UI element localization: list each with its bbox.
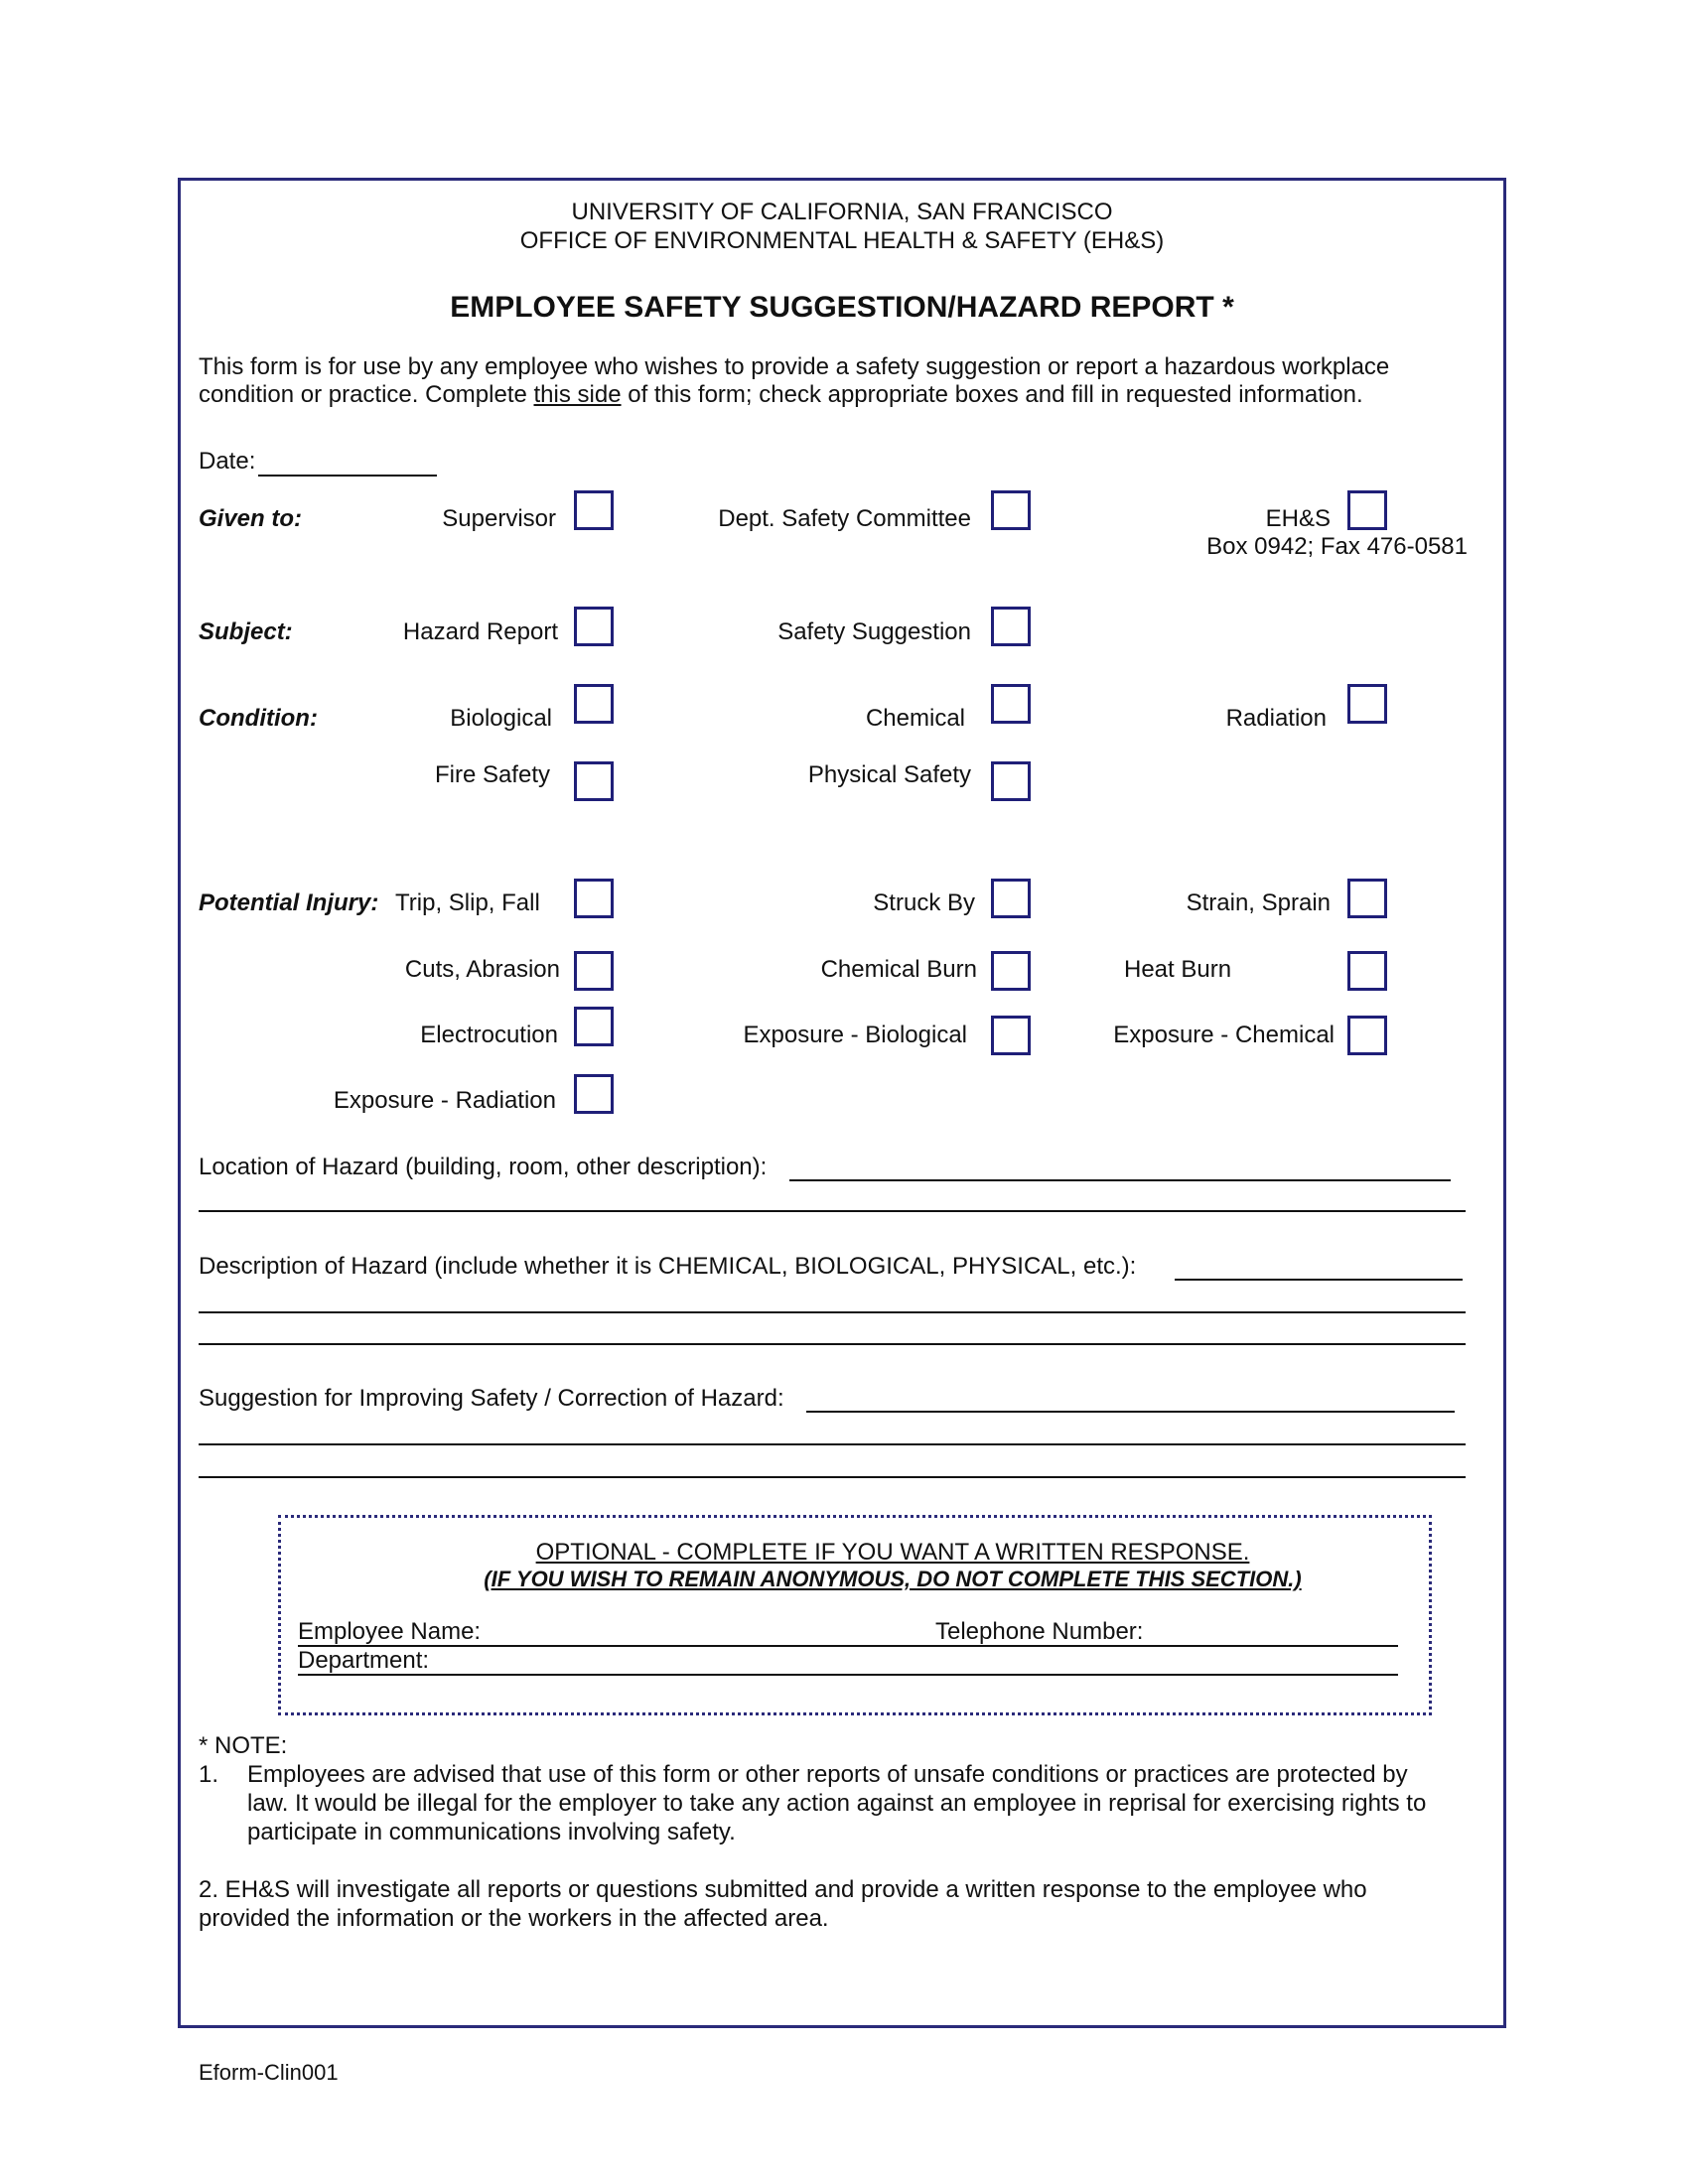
heat-burn-label: Heat Burn bbox=[1124, 956, 1232, 983]
form-id: Eform-Clin001 bbox=[199, 2060, 339, 2085]
exposure-biological-label: Exposure - Biological bbox=[743, 1022, 967, 1048]
given-to-label: Given to: bbox=[199, 505, 303, 532]
radiation-checkbox[interactable] bbox=[1347, 684, 1387, 724]
ehs-address: Box 0942; Fax 476-0581 bbox=[1206, 533, 1468, 560]
fire-safety-checkbox[interactable] bbox=[574, 761, 614, 801]
trip-checkbox[interactable] bbox=[574, 879, 614, 918]
exposure-radiation-label: Exposure - Radiation bbox=[333, 1087, 556, 1114]
strain-checkbox[interactable] bbox=[1347, 879, 1387, 918]
committee-checkbox[interactable] bbox=[991, 490, 1031, 530]
office-name: OFFICE OF ENVIRONMENTAL HEALTH & SAFETY (EH&S) bbox=[519, 227, 1165, 254]
note-1-line-2: law. It would be illegal for the employer to take any action against an employee in reprisal for exercising rights to bbox=[247, 1790, 1427, 1817]
department-field[interactable] bbox=[298, 1674, 1398, 1676]
chemical-checkbox[interactable] bbox=[991, 684, 1031, 724]
chemical-burn-checkbox[interactable] bbox=[991, 951, 1031, 991]
supervisor-checkbox[interactable] bbox=[574, 490, 614, 530]
suggestion-field-line-3[interactable] bbox=[199, 1476, 1466, 1478]
note-2-line-1: 2. EH&S will investigate all reports or questions submitted and provide a written response to the employee who bbox=[199, 1876, 1367, 1903]
committee-label: Dept. Safety Committee bbox=[718, 505, 971, 532]
suggestion-field-line-2[interactable] bbox=[199, 1443, 1466, 1445]
note-1-line-3: participate in communications involving safety. bbox=[247, 1819, 736, 1845]
institution-name: UNIVERSITY OF CALIFORNIA, SAN FRANCISCO bbox=[571, 199, 1113, 225]
supervisor-label: Supervisor bbox=[442, 505, 556, 532]
optional-subheading: (IF YOU WISH TO REMAIN ANONYMOUS, DO NOT COMPLETE THIS SECTION.) bbox=[484, 1567, 1302, 1591]
strain-label: Strain, Sprain bbox=[1186, 889, 1331, 916]
location-label: Location of Hazard (building, room, other description): bbox=[199, 1154, 768, 1180]
suggestion-field[interactable] bbox=[806, 1411, 1455, 1413]
employee-name-label: Employee Name: bbox=[298, 1618, 482, 1645]
struck-by-checkbox[interactable] bbox=[991, 879, 1031, 918]
ehs-checkbox[interactable] bbox=[1347, 490, 1387, 530]
location-field-line-2[interactable] bbox=[199, 1210, 1466, 1212]
location-field[interactable] bbox=[789, 1179, 1451, 1181]
chemical-label: Chemical bbox=[865, 705, 965, 732]
safety-suggestion-checkbox[interactable] bbox=[991, 607, 1031, 646]
note-1-number: 1. bbox=[199, 1761, 219, 1788]
note-2-line-2: provided the information or the workers in the affected area. bbox=[199, 1905, 829, 1932]
chemical-burn-label: Chemical Burn bbox=[820, 956, 977, 983]
optional-heading: OPTIONAL - COMPLETE IF YOU WANT A WRITTEN RESPONSE. bbox=[535, 1539, 1250, 1566]
suggestion-label: Suggestion for Improving Safety / Correction of Hazard: bbox=[199, 1385, 784, 1412]
potential-injury-label: Potential Injury: bbox=[199, 889, 379, 916]
note-heading: * NOTE: bbox=[199, 1732, 288, 1759]
radiation-label: Radiation bbox=[1225, 705, 1327, 732]
physical-safety-label: Physical Safety bbox=[807, 761, 971, 788]
telephone-label: Telephone Number: bbox=[935, 1618, 1144, 1645]
date-field[interactable] bbox=[258, 475, 437, 477]
cuts-label: Cuts, Abrasion bbox=[404, 956, 560, 983]
hazard-report-label: Hazard Report bbox=[402, 618, 558, 645]
hazard-report-checkbox[interactable] bbox=[574, 607, 614, 646]
biological-checkbox[interactable] bbox=[574, 684, 614, 724]
department-label: Department: bbox=[298, 1647, 430, 1674]
note-1-line-1: Employees are advised that use of this form or other reports of unsafe conditions or practices are protected by bbox=[247, 1761, 1408, 1788]
description-field-line-3[interactable] bbox=[199, 1343, 1466, 1345]
ehs-label: EH&S bbox=[1265, 505, 1331, 532]
electrocution-label: Electrocution bbox=[420, 1022, 558, 1048]
safety-suggestion-label: Safety Suggestion bbox=[777, 618, 971, 645]
description-field[interactable] bbox=[1175, 1279, 1463, 1281]
description-label: Description of Hazard (include whether it is CHEMICAL, BIOLOGICAL, PHYSICAL, etc.): bbox=[199, 1253, 1137, 1280]
electrocution-checkbox[interactable] bbox=[574, 1007, 614, 1046]
employee-name-field[interactable] bbox=[298, 1645, 1398, 1647]
date-label: Date: bbox=[199, 448, 256, 475]
exposure-chemical-label: Exposure - Chemical bbox=[1113, 1022, 1335, 1048]
exposure-radiation-checkbox[interactable] bbox=[574, 1074, 614, 1114]
trip-label: Trip, Slip, Fall bbox=[395, 889, 540, 916]
exposure-chemical-checkbox[interactable] bbox=[1347, 1016, 1387, 1055]
physical-safety-checkbox[interactable] bbox=[991, 761, 1031, 801]
intro-line-2: condition or practice. Complete this side of this form; check appropriate boxes and fill in requested information. bbox=[199, 381, 1363, 408]
intro-line-1: This form is for use by any employee who wishes to provide a safety suggestion or report a hazardous workplace bbox=[199, 353, 1390, 380]
struck-by-label: Struck By bbox=[873, 889, 975, 916]
exposure-biological-checkbox[interactable] bbox=[991, 1016, 1031, 1055]
condition-label: Condition: bbox=[199, 705, 318, 732]
heat-burn-checkbox[interactable] bbox=[1347, 951, 1387, 991]
biological-label: Biological bbox=[450, 705, 552, 732]
fire-safety-label: Fire Safety bbox=[434, 761, 550, 788]
subject-label: Subject: bbox=[199, 618, 293, 645]
form-title: EMPLOYEE SAFETY SUGGESTION/HAZARD REPORT * bbox=[450, 291, 1234, 324]
description-field-line-2[interactable] bbox=[199, 1311, 1466, 1313]
cuts-checkbox[interactable] bbox=[574, 951, 614, 991]
